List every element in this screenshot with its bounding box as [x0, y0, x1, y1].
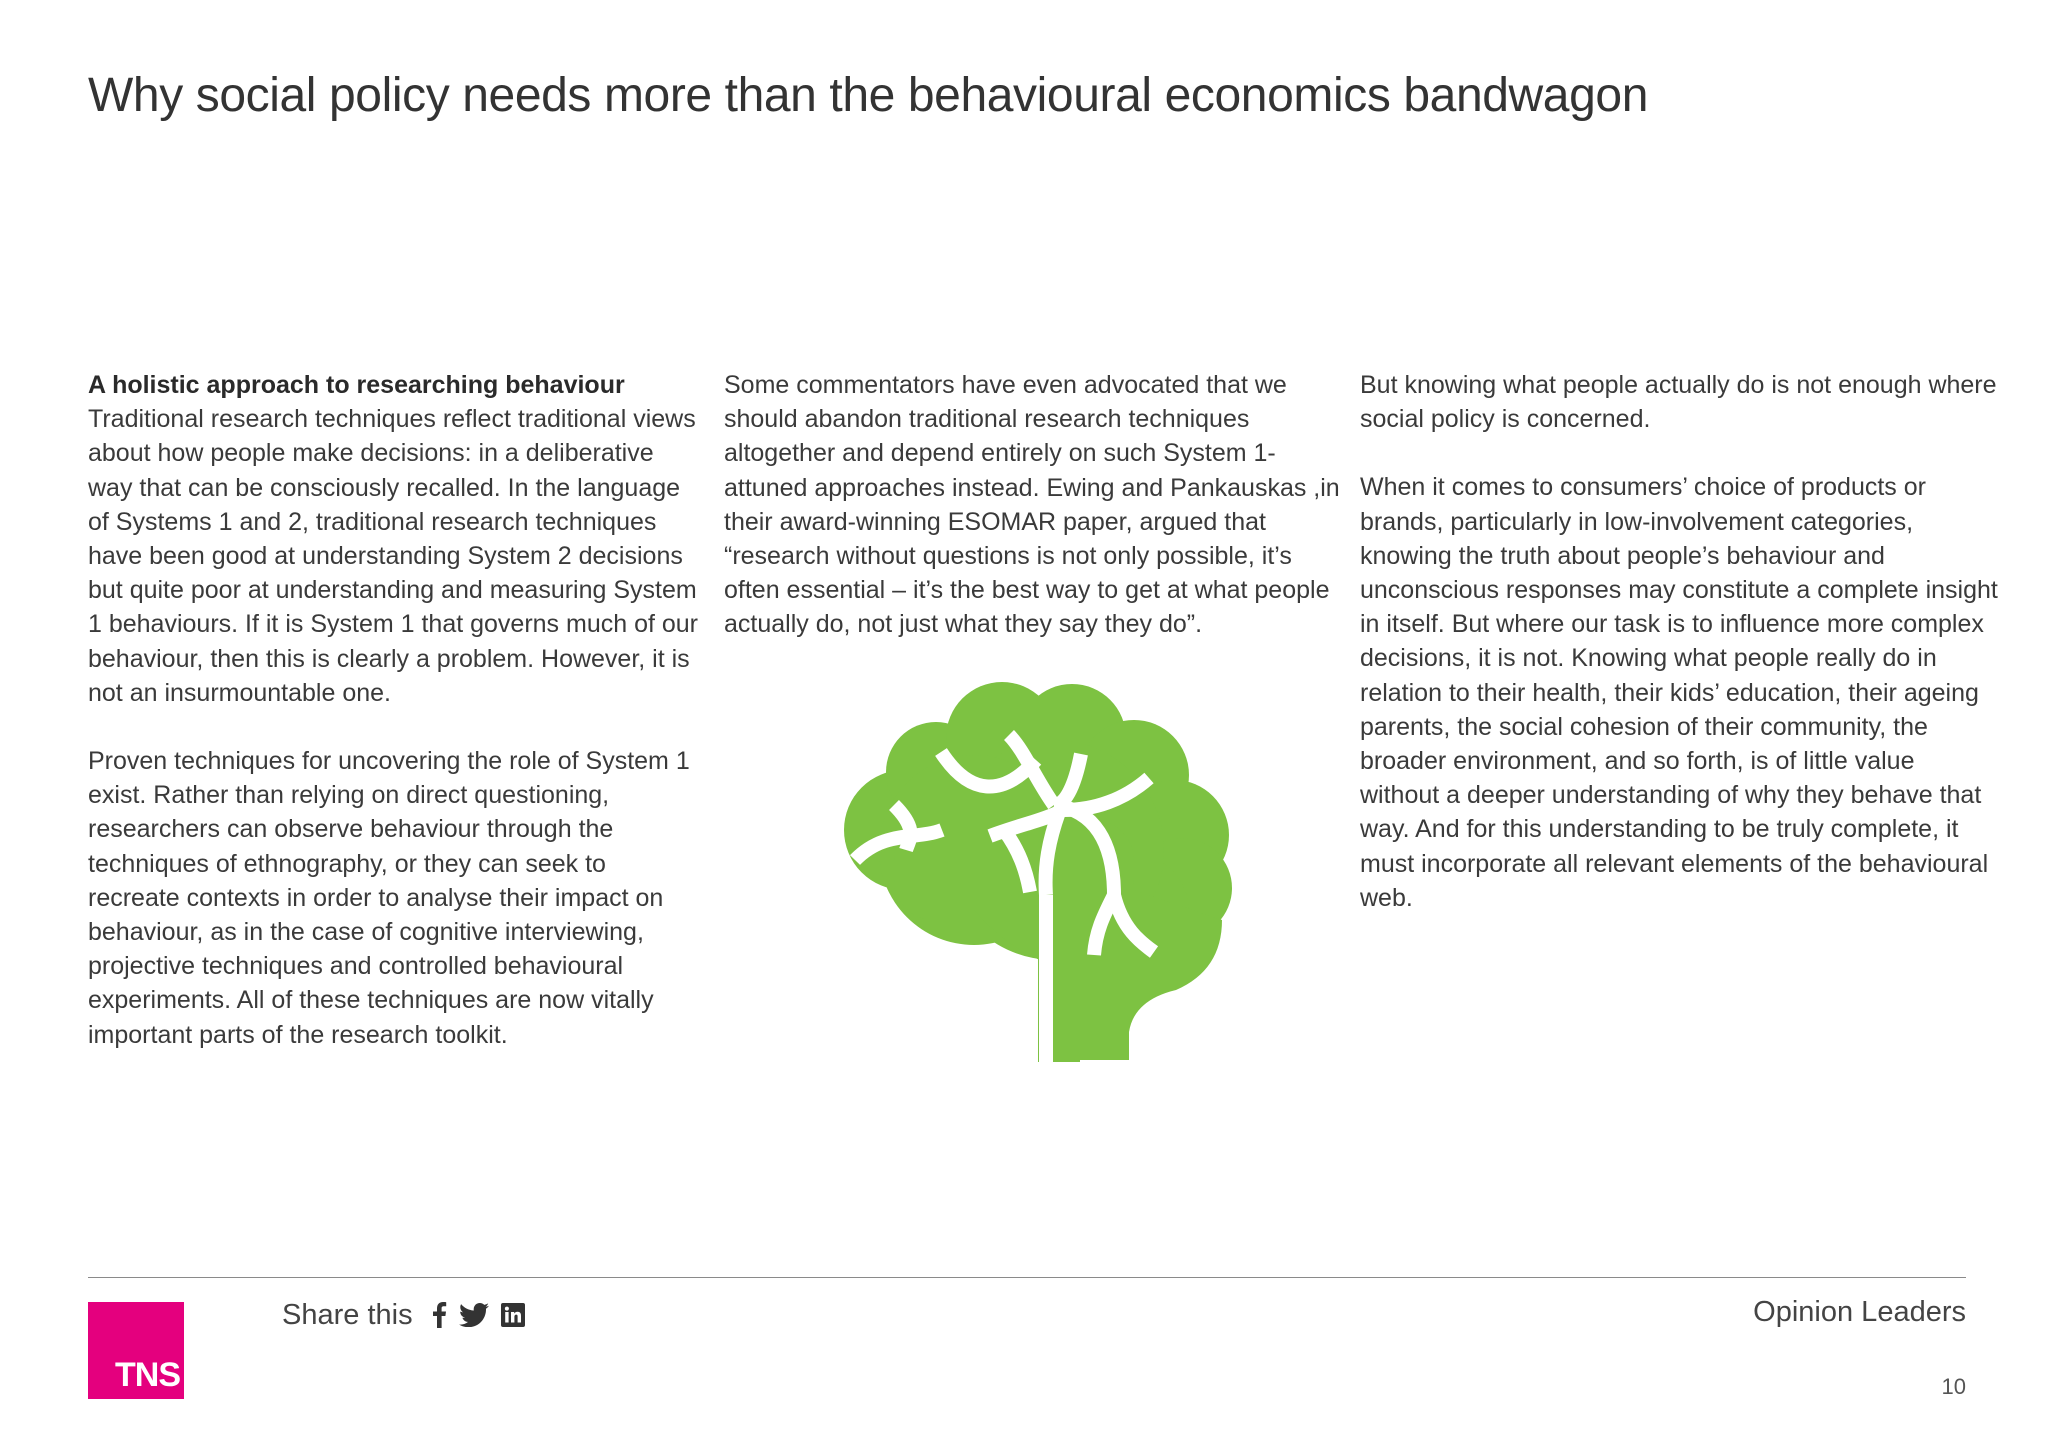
section-subheading: A holistic approach to researching behaviour	[88, 371, 625, 399]
logo-text: TNS	[115, 1356, 180, 1394]
page-number: 10	[1941, 1374, 1966, 1399]
tns-logo	[88, 1302, 184, 1399]
brain-icon	[804, 680, 1246, 1062]
footer-divider	[88, 1277, 1966, 1278]
left-column	[88, 368, 700, 1052]
twitter-icon[interactable]	[459, 1303, 489, 1327]
left-paragraph-1	[88, 368, 700, 710]
middle-column	[724, 368, 1344, 642]
page-title: Why social policy needs more than the behavioural economics bandwagon	[88, 69, 1648, 122]
share-label: Share this	[282, 1298, 413, 1331]
facebook-icon[interactable]	[433, 1302, 447, 1328]
share-bar	[282, 1296, 537, 1334]
linkedin-icon[interactable]	[501, 1303, 525, 1327]
left-paragraph-1-text: Traditional research techniques reflect traditional views about how people make decisions: in a deliberative way that can be consciously recalled. In the language of Systems 1 and 2, traditional research techniques have been good at understanding System 2 decisions but quite poor at understanding and measuring System 1 behaviours. If it is System 1 that governs much of our behaviour, then this is clearly a problem. However, it is not an insurmountable one.	[88, 405, 699, 707]
right-paragraph-1: But knowing what people actually do is not enough where social policy is concerned.	[1360, 371, 1997, 434]
middle-paragraph-1: Some commentators have even advocated that we should abandon traditional research techniques altogether and depend entirely on such System 1-attuned approaches instead. Ewing and Pankauskas ,in their award-winning ESOMAR paper, argued that “research without questions is not only possible, it’s often essential – it’s the best way to get at what people actually do, not just what they say they do”.	[724, 371, 1340, 639]
section-label: Opinion Leaders	[1753, 1296, 1966, 1328]
right-column	[1360, 368, 2000, 915]
left-paragraph-2: Proven techniques for uncovering the role of System 1 exist. Rather than relying on direct questioning, researchers can observe behaviour through the techniques of ethnography, or they can seek to recreate contexts in order to analyse their impact on behaviour, as in the case of cognitive interviewing, projective techniques and controlled behavioural experiments. All of these techniques are now vitally important parts of the research toolkit.	[88, 747, 690, 1049]
right-paragraph-2: When it comes to consumers’ choice of products or brands, particularly in low-involvement categories, knowing the truth about people’s behaviour and unconscious responses may constitute a complete insight in itself. But where our task is to influence more complex decisions, it is not. Knowing what people really do in relation to their health, their kids’ education, their ageing parents, the social cohesion of their community, the broader environment, and so forth, is of little value without a deeper understanding of why they behave that way. And for this understanding to be truly complete, it must incorporate all relevant elements of the behavioural web.	[1360, 473, 1998, 912]
